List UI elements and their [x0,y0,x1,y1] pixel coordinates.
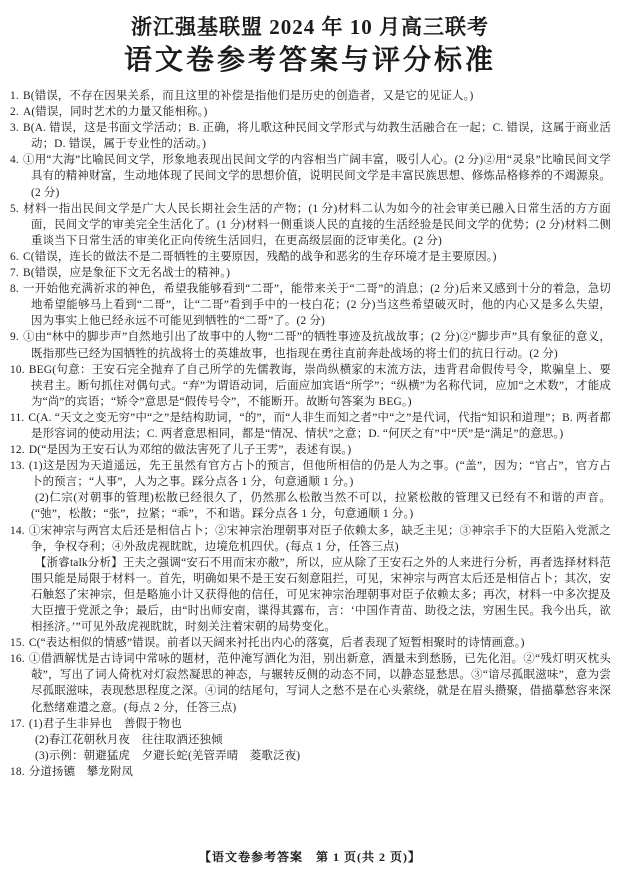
answer-item [10,716,611,732]
answer-item [10,120,611,152]
answer-item [10,88,611,104]
answer-item [10,490,611,522]
answer-text: ①用“大海”比喻民间文学，形象地表现出民间文学的内容相当广阔丰富，吸引人心。(2 分)②用“灵泉”比喻民间文学具有的精神财富，生动地体现了民间文学的思想价值，说明民间文学是丰富民族思想、修炼品格修养的不竭源泉。(2 分) [22,154,611,199]
answer-number: 7. [10,267,19,280]
answer-item [10,362,611,410]
answer-number: 13. [10,460,25,473]
answer-item [10,458,611,490]
answer-number: 6. [10,250,19,263]
answer-item [10,265,611,281]
answer-text: ①由“林中的脚步声”自然地引出了故事中的人物“二哥”的牺牲事迹及抗战故事；(2 分)②“脚步声”具有象征的意义，既指那些已经为国牺牲的抗战将士的英雄故事，也指现在勇往直前奔赴战场的将士们的抗日行动。(2 分) [22,331,611,360]
answer-text: C(错误，连长的做法不是二哥牺牲的主要原因，残酷的战争和恶劣的生存环境才是主要原因。) [22,250,497,263]
answer-text: D(“是因为王安石认为邓绾的做法害死了儿子王雱”，表述有误。) [28,444,352,457]
answer-number: 9. [10,331,19,344]
answer-number: 2. [10,106,19,119]
answer-number: 14. [10,524,25,537]
answer-item [10,764,611,780]
answer-text: (3)示例：朝避猛虎 夕避长蛇(羌管弄晴 菱歌泛夜) [35,749,301,762]
answer-text: BEG(句意：王安石完全抛弃了自己所学的先儒教诲，崇尚纵横家的末流方法，违背君命假传号令，欺骗皇上、要挟君主。断句抓住对偶句式。“弃”为谓语动词，后面应加宾语“所学”；“纵横”为名称代词，应加“之术数”，才能成为“尚”的宾语；“矫令”意思是“假传号令”，不能断开。故断句答案为 BEG。) [28,363,611,408]
answer-text: B(A. 错误，这是书面文学活动；B. 正确，将儿歌这种民间文学形式与幼教生活融合在一起；C. 错误，这属于商业活动；D. 错误，属于专业性的活动。) [22,122,611,151]
answer-item [10,201,611,249]
answer-text: (1)君子生非异也 善假于物也 [28,717,182,730]
answer-number: 4. [10,154,19,167]
answer-item [10,104,611,120]
answer-item [10,152,611,200]
answer-number: 11. [10,411,25,424]
answer-text: (2)仁宗(对朝事的管理)松散已经很久了，仍然那么松散当然不可以，拉紧松散的管理又已经有不和谐的声音。(“弛”，松散；“张”，拉紧；“乖”，不和谐。踩分点各 1 分，句意通顺 1 分。) [31,492,611,521]
document-header [0,0,620,79]
answer-number: 8. [10,283,19,296]
answer-item [10,442,611,458]
answer-number: 17. [10,717,25,730]
answer-text: B(错误，应是象征下文无名战士的精神。) [22,267,231,280]
answer-number: 16. [10,653,25,666]
answer-text: A(错误，同时艺术的力量又能相称。) [22,106,208,119]
answer-text: C(“表达相似的情感”错误。前者以天阔来衬托出内心的落寞，后者表现了短暂相聚时的诗情画意。) [28,637,525,650]
answer-text: (2)春江花朝秋月夜 往往取酒还独倾 [35,733,223,746]
answer-text: ①宋神宗与两宫太后还是相信占卜；②宋神宗治理朝事对臣子依赖太多，缺乏主见；③神宗手下的大臣陷入党派之争，争权夺利；④外敌虎视眈眈，边境危机四伏。(每点 1 分，任答三点) [28,524,611,553]
answer-text: 【浙睿talk分析】王夫之强调“安石不用而宋亦敝”，所以，应从除了王安石之外的人来进行分析，再者选择材料范围只能是局限于材料一。首先，明确如果不是王安石刻意阻拦，可见，宋神宗与两宫太后还是相信占卜；其次，安石触怒了宋神宗，但是略施小计又获得他的信任，可见宋神宗治理朝事对臣子依赖太多；再次，材料一中多次提及大臣擅于党派之争；最后，由“时出师安南，谍得其露布，言：‘中国作青苗、助役之法，穷困生民。我今出兵，欲相拯济。’”可见外敌虎视眈眈，时刻关注着宋朝的局势变化。 [31,556,611,634]
answer-item [10,523,611,555]
answer-text: 材料一指出民间文学是广大人民长期社会生活的产物；(1 分)材料二认为如今的社会审美已融入日常生活的方方面面，民间文学的审美完全生活化了。(1 分)材料一侧重谈人民的直接的生活经验是民间文学的优势；(2 分)材料二侧重谈当下日常生活的审美化正向传统生活回归，在更高级层面的泛审美化。(2 分) [22,202,611,247]
exam-title: 浙江强基联盟 2024 年 10 月高三联考 [131,15,489,39]
answer-item [10,555,611,635]
answer-item [10,281,611,329]
answer-text: 一开始他充满祈求的神色，希望我能够看到“二哥”，能带来关于“二哥”的消息；(2 分)后来又感到十分的着急，急切地希望能够马上看到“二哥”，让“二哥”看到手中的一枝白花；(2 分)当这些希望破灭时，他的内心又是多么失望，因为事实上他已经永远不可能见到牺牲的“二哥”了。(2 分) [22,283,611,328]
answer-number: 5. [10,202,19,215]
answer-item [10,329,611,361]
answer-item [10,651,611,715]
answer-number: 1. [10,90,19,102]
answer-number: 18. [10,765,25,778]
answer-item [10,249,611,265]
answer-text: ①借酒解忧是古诗词中常咏的题材，范仲淹写酒化为泪，别出新意，酒量未到愁肠，已先化泪。②“残灯明灭枕头敧”，写出了词人倚枕对灯寂然凝思的神态，与辗转反侧的动态不同，以静态显愁思。③“谙尽孤眠滋味”，意为尝尽孤眠滋味，表现愁思程度之深。④词的结尾句，写词人之愁不是在心头萦绕，就是在眉头攒聚，借描摹愁容来深化愁绪难遣之意。(每点 2 分，任答三点) [28,653,611,714]
answer-item [10,410,611,442]
answer-number: 12. [10,444,25,457]
document-title: 语文卷参考答案与评分标准 [123,45,496,76]
answer-text: (1)这是因为天道遥远，先王虽然有官方占卜的预言，但他所相信的仍是人为之事。(“盖”，因为；“官占”，官方占卜的预言；“人事”，人为之事。踩分点各 1 分，句意通顺 1 分。) [28,460,611,489]
answer-text: B(错误，不存在因果关系，而且这里的补偿是指他们是历史的创造者，又是它的见证人。) [22,90,474,102]
answer-number: 10. [10,363,25,376]
answer-item [10,732,611,748]
answer-text: 分道扬镳 攀龙附凤 [28,765,134,778]
answer-number: 3. [10,122,19,135]
answer-text: C(A. “天文之变无穷”中“之”是结构助词，“的”，而“人非生而知之者”中“之”是代词，代指“知识和道理”；B. 两者都是形容词的使动用法；C. 两者意思相同，都是“情况、情状”之意；D. “何厌之有”中“厌”是“满足”的意思。) [28,411,611,440]
answer-item [10,635,611,651]
page-footer: 【语文卷参考答案 第 1 页(共 2 页)】 [199,850,421,864]
answer-item [10,748,611,764]
answer-number: 15. [10,637,25,650]
answers-list [0,79,620,780]
